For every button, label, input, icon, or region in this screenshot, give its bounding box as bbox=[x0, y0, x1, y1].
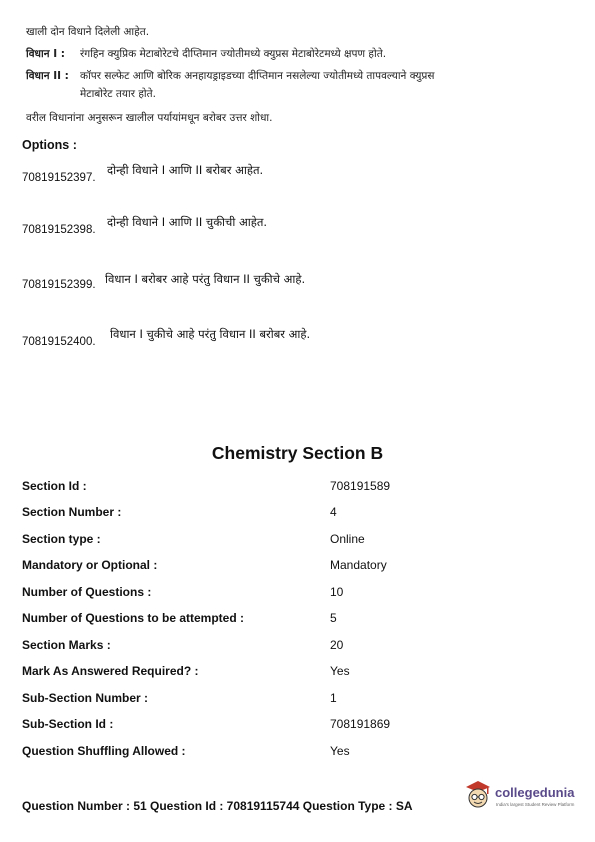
statement-2-text-line2: मेटाबोरेट तयार होते. bbox=[80, 88, 156, 100]
logo-name: collegedunia bbox=[495, 785, 575, 800]
statement-2-label: विधान II : bbox=[26, 70, 69, 82]
graduate-mascot-icon bbox=[463, 779, 493, 811]
row-key-sub-section-id: Sub-Section Id : bbox=[22, 717, 114, 731]
row-value-mark-as-answered: Yes bbox=[330, 664, 350, 678]
section-title: Chemistry Section B bbox=[211, 443, 384, 463]
row-key-section-marks: Section Marks : bbox=[22, 638, 111, 652]
option-4-text: विधान I चुकीचे आहे परंतु विधान II बरोबर आहे. bbox=[110, 327, 311, 341]
row-key-number-of-questions: Number of Questions : bbox=[22, 585, 152, 599]
row-key-section-number: Section Number : bbox=[22, 505, 122, 519]
option-2-id: 70819152398. bbox=[22, 224, 96, 236]
row-key-mark-as-answered: Mark As Answered Required? : bbox=[22, 664, 199, 678]
row-key-sub-section-number: Sub-Section Number : bbox=[22, 691, 149, 705]
option-3-id: 70819152399. bbox=[22, 279, 96, 291]
row-value-sub-section-id: 708191869 bbox=[330, 717, 391, 731]
row-key-section-id: Section Id : bbox=[22, 479, 87, 493]
statement-1-text: रंगहिन क्युप्रिक मेटाबोरेटचे दीप्तिमान ज्योतीमध्ये क्युप्रस मेटाबोरेटमध्ये क्षपण होते. bbox=[80, 48, 387, 60]
logo-tagline: India's largest Student Review Platform bbox=[496, 802, 575, 807]
option-3-text: विधान I बरोबर आहे परंतु विधान II चुकीचे आहे. bbox=[105, 272, 306, 286]
statement-1-label: विधान I : bbox=[26, 48, 65, 60]
row-value-questions-to-attempt: 5 bbox=[330, 611, 337, 625]
option-1-id: 70819152397. bbox=[22, 172, 96, 184]
row-key-questions-to-attempt: Number of Questions to be attempted : bbox=[22, 611, 245, 625]
row-key-section-type: Section type : bbox=[22, 532, 101, 546]
question-info-line: Question Number : 51 Question Id : 70819115744 Question Type : SA bbox=[22, 799, 413, 813]
option-4-id: 70819152400. bbox=[22, 336, 96, 348]
row-value-section-number: 4 bbox=[330, 505, 337, 519]
question-intro: खाली दोन विधाने दिलेली आहेत. bbox=[26, 26, 150, 38]
row-value-section-type: Online bbox=[330, 532, 365, 546]
statement-2-text-line1: कॉपर सल्फेट आणि बोरिक अनहायड्राइडच्या दीप्तिमान नसलेल्या ज्योतीमध्ये तापवल्याने क्युप्रस bbox=[80, 70, 435, 82]
row-value-section-marks: 20 bbox=[330, 638, 344, 652]
row-key-question-shuffling: Question Shuffling Allowed : bbox=[22, 744, 186, 758]
option-2-text: दोन्ही विधाने I आणि II चुकीची आहेत. bbox=[107, 215, 268, 229]
row-value-number-of-questions: 10 bbox=[330, 585, 344, 599]
options-heading: Options : bbox=[22, 138, 77, 152]
option-1-text: दोन्ही विधाने I आणि II बरोबर आहेत. bbox=[107, 163, 264, 177]
row-key-mandatory-optional: Mandatory or Optional : bbox=[22, 558, 158, 572]
row-value-section-id: 708191589 bbox=[330, 479, 391, 493]
row-value-question-shuffling: Yes bbox=[330, 744, 350, 758]
question-instruction: वरील विधानांना अनुसरून खालील पर्यायांमधून बरोबर उत्तर शोधा. bbox=[26, 112, 273, 124]
row-value-sub-section-number: 1 bbox=[330, 691, 337, 705]
row-value-mandatory-optional: Mandatory bbox=[330, 558, 387, 572]
